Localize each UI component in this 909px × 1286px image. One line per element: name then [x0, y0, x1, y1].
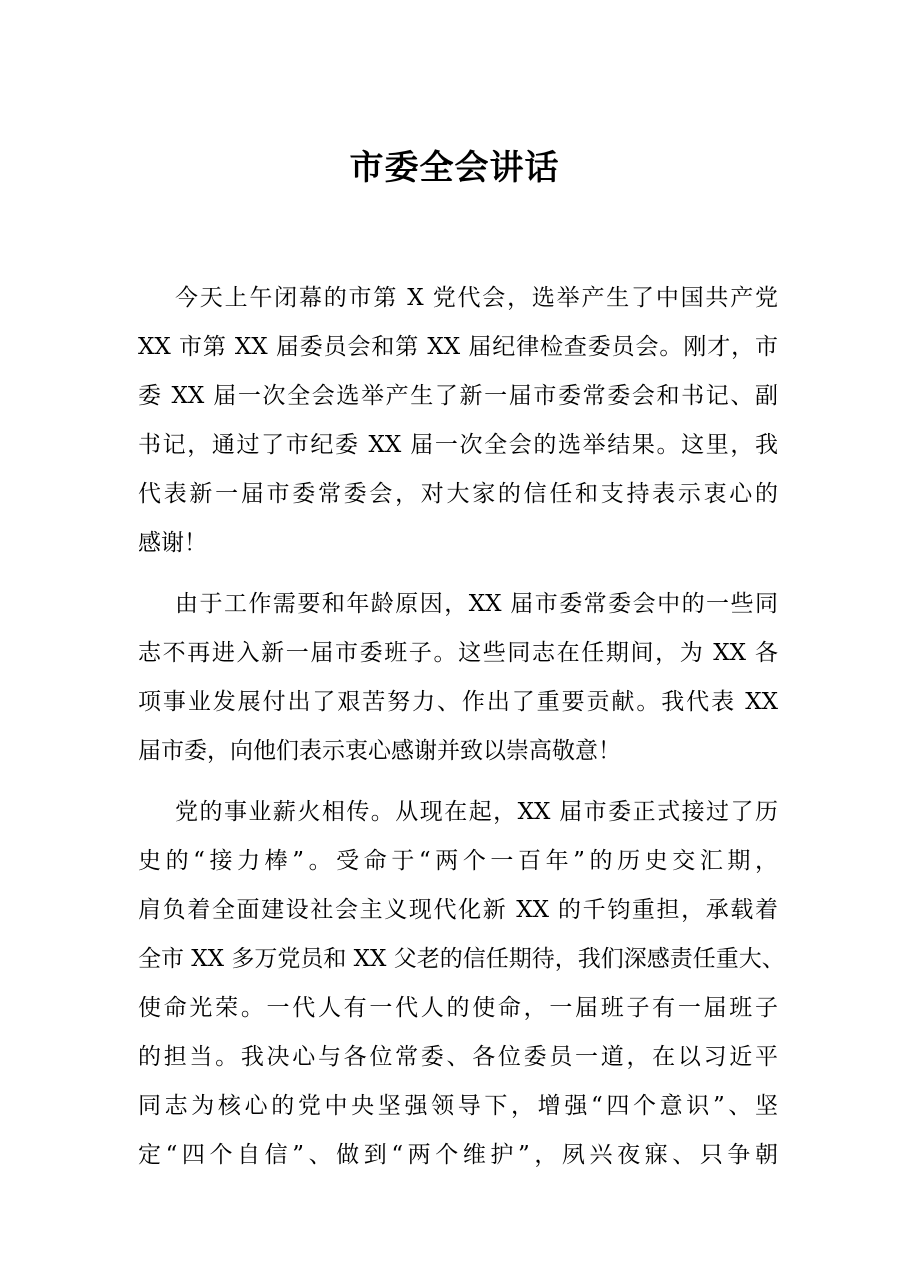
text-line: 使命光荣。一代人有一代人的使命，一届班子有一届班子 [138, 995, 778, 1021]
text-line: 今天上午闭幕的市第 X 党代会，选举产生了中国共产党 [175, 285, 778, 311]
text-line: 史的“接力棒”。受命于“两个一百年”的历史交汇期， [138, 848, 778, 874]
text-line: 届市委，向他们表示衷心感谢并致以崇高敬意！ [138, 738, 621, 764]
text-line: 全市 XX 多万党员和 XX 父老的信任期待，我们深感责任重大、 [138, 946, 785, 972]
text-line: 由于工作需要和年龄原因，XX 届市委常委会中的一些同 [175, 591, 778, 617]
text-line: 委 XX 届一次全会选举产生了新一届市委常委会和书记、副 [138, 383, 778, 409]
paragraph-2 [138, 580, 778, 776]
text-line: XX 市第 XX 届委员会和第 XX 届纪律检查委员会。刚才，市 [138, 334, 778, 360]
text-line: 项事业发展付出了艰苦努力、作出了重要贡献。我代表 XX [138, 689, 778, 715]
paragraph-3 [138, 788, 785, 1180]
text-line: 肩负着全面建设社会主义现代化新 XX 的千钧重担，承载着 [138, 897, 778, 923]
document-body [138, 274, 785, 1192]
text-line: 志不再进入新一届市委班子。这些同志在任期间，为 XX 各 [138, 640, 778, 666]
text-line: 党的事业薪火相传。从现在起，XX 届市委正式接过了历 [175, 799, 778, 825]
document-title: 市委全会讲话 [349, 148, 560, 188]
text-line: 代表新一届市委常委会，对大家的信任和支持表示衷心的 [138, 481, 778, 507]
text-line: 定“四个自信”、做到“两个维护”，夙兴夜寐、只争朝 [138, 1142, 778, 1168]
text-line: 感谢！ [138, 530, 207, 556]
text-line: 的担当。我决心与各位常委、各位委员一道，在以习近平 [138, 1044, 778, 1070]
text-line: 同志为核心的党中央坚强领导下，增强“四个意识”、坚 [138, 1093, 778, 1119]
paragraph-1 [138, 274, 778, 568]
text-line: 书记，通过了市纪委 XX 届一次全会的选举结果。这里，我 [138, 432, 778, 458]
